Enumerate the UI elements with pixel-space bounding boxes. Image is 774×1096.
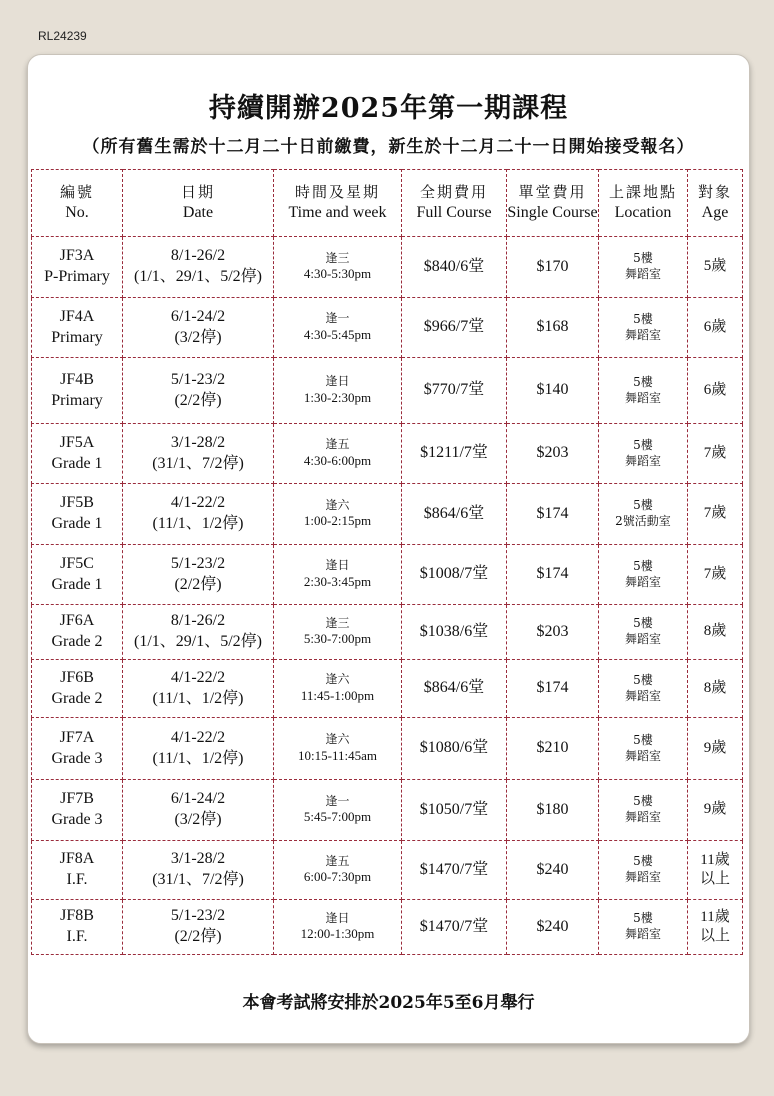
time-range: 4:30-5:45pm: [303, 326, 372, 342]
date-cell: [123, 484, 274, 545]
date-cell: [123, 605, 274, 660]
date-exclusions: (1/1、29/1、5/2停): [134, 633, 262, 650]
location-cell: [599, 718, 688, 780]
location-room: 2號活動室: [615, 514, 671, 528]
date-cell: [123, 358, 274, 424]
location-cell: [599, 298, 688, 358]
course-level: Grade 1: [51, 454, 103, 472]
course-code-cell: [32, 718, 123, 780]
course-code: JF8A: [59, 850, 95, 868]
table-header-row: [32, 170, 743, 237]
date-exclusions: (11/1、1/2停): [152, 515, 244, 532]
date-exclusions: (3/2停): [174, 811, 222, 828]
time-cell: [274, 660, 402, 718]
age-cell: [688, 298, 743, 358]
document-id: RL24239: [38, 29, 87, 43]
course-code: JF7A: [59, 728, 95, 746]
date-cell: [123, 660, 274, 718]
single-course-fee: $140: [507, 358, 599, 424]
course-level: Grade 1: [51, 575, 103, 593]
table-row: [32, 718, 743, 780]
date-exclusions: (1/1、29/1、5/2停): [134, 268, 262, 285]
time-cell: [274, 424, 402, 484]
date-exclusions: (11/1、1/2停): [152, 689, 244, 707]
time-range: 4:30-6:00pm: [303, 452, 372, 468]
course-level: Grade 2: [51, 633, 103, 650]
location-floor: 5樓: [633, 732, 653, 747]
table-row: [32, 424, 743, 484]
course-code: JF6B: [60, 668, 94, 686]
location-cell: [599, 545, 688, 605]
location-floor: 5樓: [633, 437, 653, 452]
course-level: P-Primary: [44, 268, 110, 285]
time-cell: [274, 841, 402, 900]
table-row: [32, 237, 743, 298]
location-cell: [599, 237, 688, 298]
course-code-cell: [32, 298, 123, 358]
header-single-course: 單堂費用 Single Course: [507, 170, 599, 237]
course-code-cell: [32, 484, 123, 545]
age-value: 11歲: [700, 851, 730, 868]
time-range: 1:00-2:15pm: [303, 513, 372, 529]
full-course-fee: $864/6堂: [402, 660, 507, 718]
full-course-fee: $1050/7堂: [402, 780, 507, 841]
date-exclusions: (31/1、7/2停): [152, 871, 244, 888]
course-level: Primary: [51, 328, 103, 346]
single-course-fee: $174: [507, 484, 599, 545]
location-room: 舞蹈室: [624, 748, 661, 763]
location-floor: 5樓: [633, 374, 653, 389]
age-cell: [688, 358, 743, 424]
age-qualifier: 以上: [699, 871, 730, 887]
course-code: JF6A: [59, 612, 95, 630]
single-course-fee: $174: [507, 545, 599, 605]
date-exclusions: (31/1、7/2停): [152, 454, 244, 472]
weekday: 逢日: [325, 558, 350, 573]
full-course-fee: $770/7堂: [402, 358, 507, 424]
weekday: 逢三: [325, 615, 350, 630]
date-exclusions: (3/2停): [174, 328, 222, 346]
table-row: [32, 298, 743, 358]
date-cell: [123, 900, 274, 955]
course-code: JF4B: [60, 370, 94, 388]
location-cell: [599, 605, 688, 660]
course-code-cell: [32, 900, 123, 955]
age-value: 7歲: [703, 444, 727, 461]
location-floor: 5樓: [633, 251, 653, 266]
age-value: 6歲: [703, 318, 727, 335]
date-range: 6/1-24/2: [170, 790, 226, 808]
course-table: [31, 169, 743, 955]
single-course-fee: $180: [507, 780, 599, 841]
date-cell: [123, 780, 274, 841]
time-range: 2:30-3:45pm: [303, 573, 372, 589]
age-cell: [688, 424, 743, 484]
date-cell: [123, 424, 274, 484]
full-course-fee: $840/6堂: [402, 237, 507, 298]
table-row: [32, 605, 743, 660]
date-exclusions: (2/2停): [174, 391, 222, 409]
age-value: 8歲: [703, 623, 727, 640]
location-floor: 5樓: [633, 498, 653, 513]
location-cell: [599, 484, 688, 545]
single-course-fee: $170: [507, 237, 599, 298]
date-range: 5/1-23/2: [170, 907, 226, 925]
date-range: 3/1-28/2: [170, 433, 226, 451]
course-code-cell: [32, 424, 123, 484]
table-row: [32, 358, 743, 424]
date-exclusions: (2/2停): [174, 928, 222, 945]
time-cell: [274, 484, 402, 545]
course-code-cell: [32, 605, 123, 660]
age-cell: [688, 484, 743, 545]
location-floor: 5樓: [633, 558, 653, 573]
single-course-fee: $168: [507, 298, 599, 358]
date-cell: [123, 237, 274, 298]
table-row: [32, 900, 743, 955]
weekday: 逢六: [325, 672, 350, 687]
time-cell: [274, 605, 402, 660]
age-cell: [688, 718, 743, 780]
time-range: 6:00-7:30pm: [303, 869, 372, 885]
location-cell: [599, 660, 688, 718]
time-range: 1:30-2:30pm: [303, 389, 372, 405]
date-range: 5/1-23/2: [170, 370, 226, 388]
age-cell: [688, 660, 743, 718]
location-room: 舞蹈室: [624, 390, 661, 405]
registration-note: （所有舊生需於十二月二十日前繳費，新生於十二月二十一日開始接受報名）: [82, 137, 695, 157]
age-cell: [688, 545, 743, 605]
course-code-cell: [32, 358, 123, 424]
full-course-fee: $1470/7堂: [402, 841, 507, 900]
time-cell: [274, 718, 402, 780]
time-cell: [274, 900, 402, 955]
weekday: 逢日: [325, 910, 350, 925]
table-row: [32, 545, 743, 605]
age-value: 7歲: [703, 505, 727, 522]
location-cell: [599, 841, 688, 900]
location-room: 舞蹈室: [624, 327, 661, 342]
course-level: Grade 3: [51, 811, 103, 828]
age-cell: [688, 900, 743, 955]
location-room: 舞蹈室: [624, 870, 661, 884]
time-cell: [274, 780, 402, 841]
table-row: [32, 841, 743, 900]
header-location: 上課地點 Location: [599, 170, 688, 237]
full-course-fee: $1211/7堂: [402, 424, 507, 484]
age-cell: [688, 841, 743, 900]
header-age: 對象 Age: [688, 170, 743, 237]
date-cell: [123, 718, 274, 780]
location-room: 舞蹈室: [624, 810, 661, 824]
time-cell: [274, 298, 402, 358]
date-exclusions: (2/2停): [174, 575, 222, 593]
location-room: 舞蹈室: [624, 453, 661, 468]
single-course-fee: $174: [507, 660, 599, 718]
table-row: [32, 484, 743, 545]
location-floor: 5樓: [633, 794, 653, 809]
location-cell: [599, 358, 688, 424]
date-range: 5/1-23/2: [170, 554, 226, 572]
location-room: 舞蹈室: [624, 688, 661, 703]
location-room: 舞蹈室: [624, 632, 661, 646]
location-cell: [599, 424, 688, 484]
date-exclusions: (11/1、1/2停): [152, 749, 244, 767]
course-code: JF5C: [60, 554, 94, 572]
date-range: 8/1-26/2: [170, 247, 226, 265]
location-cell: [599, 780, 688, 841]
course-code-cell: [32, 237, 123, 298]
header-date: 日期 Date: [123, 170, 274, 237]
date-range: 4/1-22/2: [170, 494, 226, 512]
weekday: 逢六: [325, 497, 350, 512]
time-range: 12:00-1:30pm: [300, 926, 375, 942]
course-level: I.F.: [66, 871, 88, 888]
full-course-fee: $864/6堂: [402, 484, 507, 545]
header-no: 編號 No.: [32, 170, 123, 237]
course-code-cell: [32, 660, 123, 718]
course-code: JF4A: [59, 307, 95, 325]
age-value: 8歲: [703, 679, 727, 696]
course-code: JF5B: [60, 494, 94, 512]
age-value: 7歲: [703, 565, 727, 582]
location-floor: 5樓: [633, 311, 653, 326]
age-value: 9歲: [703, 801, 727, 818]
date-range: 3/1-28/2: [170, 850, 226, 868]
date-range: 6/1-24/2: [170, 307, 226, 325]
single-course-fee: $203: [507, 605, 599, 660]
course-level: Grade 3: [51, 749, 103, 767]
full-course-fee: $1038/6堂: [402, 605, 507, 660]
course-code: JF5A: [59, 433, 95, 451]
location-floor: 5樓: [633, 616, 653, 631]
location-cell: [599, 900, 688, 955]
single-course-fee: $240: [507, 841, 599, 900]
course-level: Primary: [51, 391, 103, 409]
age-qualifier: 以上: [699, 928, 730, 944]
weekday: 逢五: [325, 853, 350, 868]
time-cell: [274, 545, 402, 605]
course-code-cell: [32, 841, 123, 900]
date-range: 8/1-26/2: [170, 612, 226, 630]
full-course-fee: $966/7堂: [402, 298, 507, 358]
date-range: 4/1-22/2: [170, 728, 226, 746]
time-range: 5:30-7:00pm: [303, 631, 372, 647]
age-value: 6歲: [703, 381, 727, 398]
location-floor: 5樓: [633, 911, 653, 926]
course-level: Grade 1: [51, 515, 103, 532]
weekday: 逢三: [325, 250, 350, 265]
course-code-cell: [32, 780, 123, 841]
weekday: 逢一: [325, 311, 350, 326]
header-full-course: 全期費用 Full Course: [402, 170, 507, 237]
location-floor: 5樓: [633, 854, 653, 869]
table-row: [32, 780, 743, 841]
date-cell: [123, 841, 274, 900]
exam-note: 本會考試將安排於2025年5至6月舉行: [242, 993, 535, 1013]
date-cell: [123, 545, 274, 605]
course-code: JF8B: [60, 907, 94, 925]
time-range: 4:30-5:30pm: [303, 266, 372, 282]
page-title: 持續開辦2025年第一期課程: [208, 93, 569, 124]
age-value: 9歲: [703, 739, 727, 756]
table-row: [32, 660, 743, 718]
single-course-fee: $240: [507, 900, 599, 955]
location-room: 舞蹈室: [624, 574, 661, 589]
time-cell: [274, 237, 402, 298]
location-room: 舞蹈室: [624, 267, 661, 281]
full-course-fee: $1080/6堂: [402, 718, 507, 780]
weekday: 逢五: [325, 437, 350, 452]
age-cell: [688, 605, 743, 660]
full-course-fee: $1470/7堂: [402, 900, 507, 955]
course-code: JF3A: [59, 247, 95, 265]
time-range: 11:45-1:00pm: [300, 687, 375, 703]
single-course-fee: $210: [507, 718, 599, 780]
age-value: 11歲: [700, 908, 730, 925]
date-range: 4/1-22/2: [170, 668, 226, 686]
time-cell: [274, 358, 402, 424]
date-cell: [123, 298, 274, 358]
course-code-cell: [32, 545, 123, 605]
course-level: I.F.: [66, 928, 88, 945]
weekday: 逢日: [325, 374, 350, 389]
course-notice-card: [27, 54, 750, 1044]
weekday: 逢六: [325, 732, 350, 747]
course-level: Grade 2: [51, 689, 103, 707]
single-course-fee: $203: [507, 424, 599, 484]
age-value: 5歲: [703, 258, 727, 275]
age-cell: [688, 780, 743, 841]
header-time: 時間及星期 Time and week: [274, 170, 402, 237]
location-room: 舞蹈室: [624, 927, 661, 941]
weekday: 逢一: [325, 793, 350, 808]
time-range: 10:15-11:45am: [298, 747, 377, 763]
course-code: JF7B: [60, 790, 94, 808]
time-range: 5:45-7:00pm: [303, 809, 372, 825]
location-floor: 5樓: [633, 672, 653, 687]
age-cell: [688, 237, 743, 298]
full-course-fee: $1008/7堂: [402, 545, 507, 605]
